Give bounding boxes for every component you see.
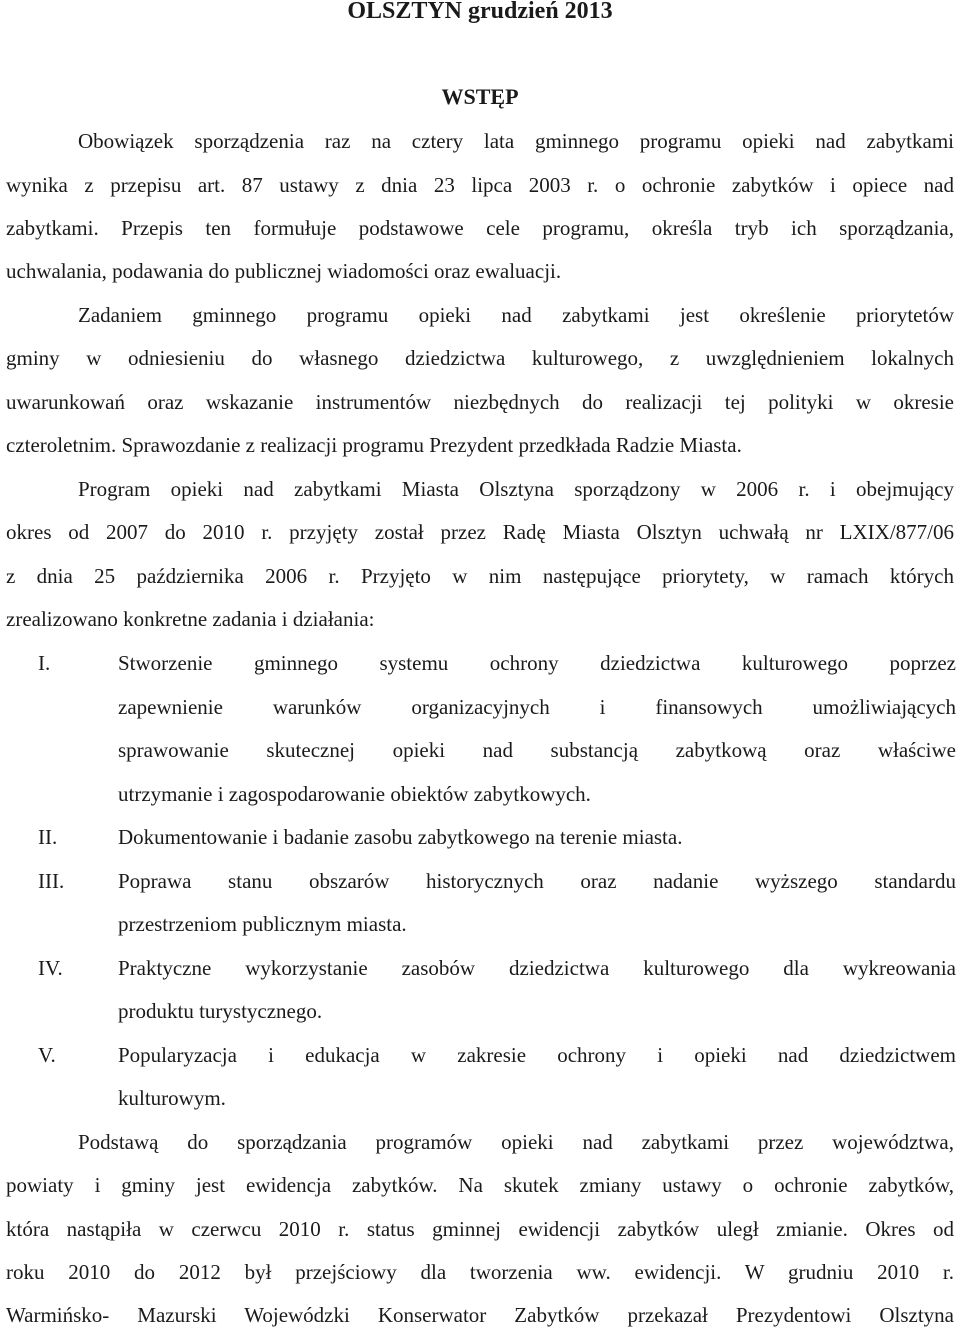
list-item-line: Praktyczne wykorzystanie zasobów dziedzictwa kulturowego dla wykreowania xyxy=(118,956,956,980)
list-item-number: I. xyxy=(38,651,51,675)
paragraph-line: Program opieki nad zabytkami Miasta Olsztyna sporządzony w 2006 r. i obejmujący xyxy=(78,477,954,501)
list-item-line: Popularyzacja i edukacja w zakresie ochrony i opieki nad dziedzictwem xyxy=(118,1043,956,1067)
paragraph-line: Obowiązek sporządzenia raz na cztery lata gminnego programu opieki nad zabytkami xyxy=(78,129,954,153)
list-item-line: Dokumentowanie i badanie zasobu zabytkowego na terenie miasta. xyxy=(118,825,683,849)
paragraph-line: z dnia 25 października 2006 r. Przyjęto w nim następujące priorytety, w ramach których xyxy=(6,564,954,588)
paragraph-line: Zadaniem gminnego programu opieki nad zabytkami jest określenie priorytetów xyxy=(78,303,954,327)
list-item-line: Poprawa stanu obszarów historycznych oraz nadanie wyższego standardu xyxy=(118,869,956,893)
paragraph-line: która nastąpiła w czerwcu 2010 r. status gminnej ewidencji zabytków uległ zmianie. Okres od xyxy=(6,1217,954,1241)
paragraph-line: roku 2010 do 2012 był przejściowy dla tworzenia ww. ewidencji. W grudniu 2010 r. xyxy=(6,1260,954,1284)
list-item-number: II. xyxy=(38,825,58,849)
paragraph-line: okres od 2007 do 2010 r. przyjęty został przez Radę Miasta Olsztyn uchwałą nr LXIX/877/06 xyxy=(6,520,954,544)
paragraph-line: Podstawą do sporządzania programów opieki nad zabytkami przez województwa, xyxy=(78,1130,954,1154)
list-item-line: przestrzeniom publicznym miasta. xyxy=(118,912,407,936)
paragraph-line: czteroletnim. Sprawozdanie z realizacji programu Prezydent przedkłada Radzie Miasta. xyxy=(6,433,742,457)
paragraph-line: wynika z przepisu art. 87 ustawy z dnia 23 lipca 2003 r. o ochronie zabytków i opiece nad xyxy=(6,173,954,197)
paragraph-line: uwarunkowań oraz wskazanie instrumentów niezbędnych do realizacji tej polityki w okresie xyxy=(6,390,954,414)
paragraph-line: uchwalania, podawania do publicznej wiadomości oraz ewaluacji. xyxy=(6,259,562,283)
list-item-line: utrzymanie i zagospodarowanie obiektów zabytkowych. xyxy=(118,782,591,806)
paragraph-line: zabytkami. Przepis ten formułuje podstawowe cele programu, określa tryb ich sporządzania, xyxy=(6,216,954,240)
paragraph-line: gminy w odniesieniu do własnego dziedzictwa kulturowego, z uwzględnieniem lokalnych xyxy=(6,346,954,370)
list-item-number: V. xyxy=(38,1043,56,1067)
paragraph-line: Warmińsko- Mazurski Wojewódzki Konserwator Zabytków przekazał Prezydentowi Olsztyna xyxy=(6,1303,954,1327)
paragraph-line: zrealizowano konkretne zadania i działania: xyxy=(6,607,375,631)
paragraph-line: powiaty i gminy jest ewidencja zabytków. Na skutek zmiany ustawy o ochronie zabytków, xyxy=(6,1173,954,1197)
document-title: OLSZTYN grudzień 2013 xyxy=(347,0,613,24)
list-item-number: III. xyxy=(38,869,65,893)
list-item-line: produktu turystycznego. xyxy=(118,999,323,1023)
list-item-line: Stworzenie gminnego systemu ochrony dziedzictwa kulturowego poprzez xyxy=(118,651,956,675)
list-item-line: zapewnienie warunków organizacyjnych i finansowych umożliwiających xyxy=(118,695,956,719)
list-item-number: IV. xyxy=(38,956,63,980)
list-item-line: kulturowym. xyxy=(118,1086,226,1110)
section-heading: WSTĘP xyxy=(441,84,519,109)
list-item-line: sprawowanie skutecznej opieki nad substancją zabytkową oraz właściwe xyxy=(118,738,956,762)
